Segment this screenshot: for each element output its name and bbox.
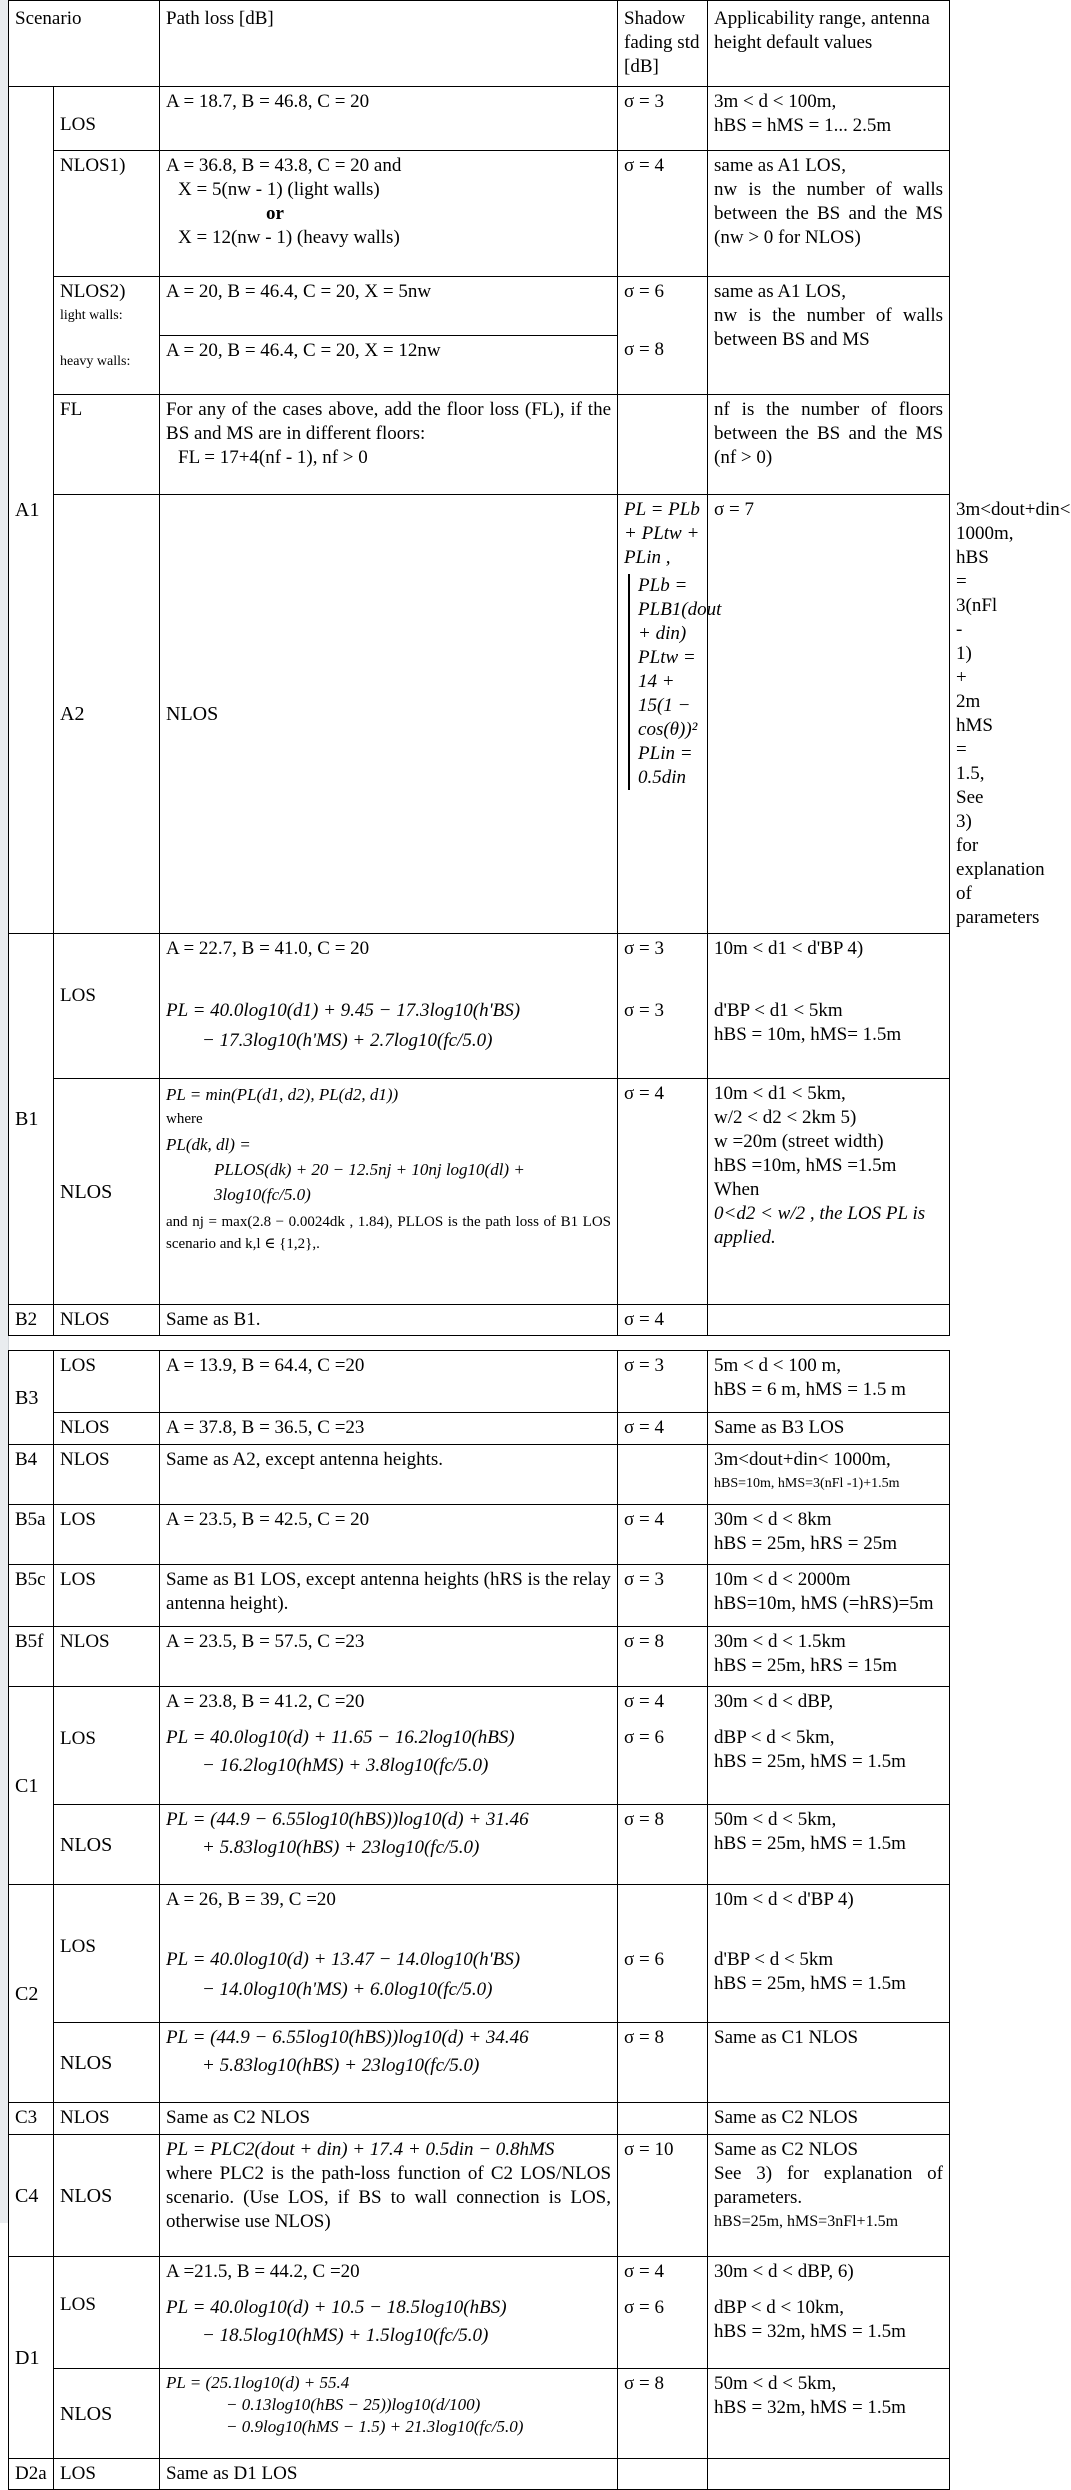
shadow-cell [618, 2459, 708, 2490]
path-loss-cell: A = 13.9, B = 64.4, C =20 [160, 1351, 618, 1413]
applicability-cell: 30m < d < dBP, dBP < d < 5km, hBS = 25m, hMS = 1.5m [708, 1687, 950, 1805]
path-loss-cell: PL = (44.9 − 6.55log10(hBS))log10(d) + 31.46 + 5.83log10(hBS) + 23log10(fc/5.0) [160, 1805, 618, 1885]
scenario-c3: C3 [9, 2103, 54, 2135]
condition-los: LOS [54, 2459, 160, 2490]
applicability-cell: 30m < d < 1.5km hBS = 25m, hRS = 15m [708, 1627, 950, 1687]
applicability-cell [708, 1305, 950, 1336]
table-row [9, 1627, 950, 1687]
shadow-cell [618, 1445, 708, 1505]
table-row: A2 NLOS PL = PLb + PLtw + PLin , PLb = PLB1(dout + din) PLtw = 14 + 15(1 − cos(θ))² PLin = 0.5din σ = 7 3m<dout+din< 1000m, hBS = 3(nFl - 1) + 2m hMS = 1.5, See 3) for explanation of parameters [9, 495, 950, 934]
shadow-cell: σ = 6 σ = 8 [618, 277, 708, 395]
table-row [9, 1885, 950, 2023]
condition-nlos: NLOS [54, 1305, 160, 1336]
applicability-cell: 50m < d < 5km, hBS = 25m, hMS = 1.5m [708, 1805, 950, 1885]
table-row [9, 1079, 950, 1305]
path-loss-cell: A = 23.8, B = 41.2, C =20 PL = 40.0log10(d) + 11.65 − 16.2log10(hBS) − 16.2log10(hMS) + 3.8log10(fc/5.0) [160, 1687, 618, 1805]
path-loss-table [8, 0, 1071, 2490]
path-loss-cell: Same as B1. [160, 1305, 618, 1336]
shadow-cell [618, 395, 708, 495]
table-row [9, 1805, 950, 1885]
scenario-a1: A1 [9, 87, 54, 934]
table-row [9, 151, 950, 277]
applicability-cell: 10m < d < 2000m hBS=10m, hMS (=hRS)=5m [708, 1565, 950, 1627]
scenario-c4: C4 [9, 2135, 54, 2257]
table-row [9, 1305, 950, 1336]
condition-los: LOS [54, 934, 160, 1079]
shadow-cell: σ = 6 [618, 1885, 708, 2023]
header-path-loss: Path loss [dB] [160, 1, 618, 87]
applicability-cell: 10m < d < d'BP 4) d'BP < d < 5km hBS = 25m, hMS = 1.5m [708, 1885, 950, 2023]
applicability-cell [708, 2459, 950, 2490]
condition-nlos: NLOS1) [54, 151, 160, 277]
scenario-c1: C1 [9, 1687, 54, 1885]
table-row [9, 934, 950, 1079]
table-row [9, 1565, 950, 1627]
path-loss-cell: A = 23.5, B = 42.5, C = 20 [160, 1505, 618, 1565]
condition-los: LOS [54, 1885, 160, 2023]
condition-los: LOS [54, 2257, 160, 2369]
condition-nlos: NLOS [54, 2023, 160, 2103]
path-loss-cell: Same as A2, except antenna heights. [160, 1445, 618, 1505]
applicability-cell: 50m < d < 5km, hBS = 32m, hMS = 1.5m [708, 2369, 950, 2459]
shadow-cell: σ = 3 [618, 1351, 708, 1413]
condition-los: LOS [54, 1687, 160, 1805]
shadow-cell: σ = 8 [618, 2023, 708, 2103]
scenario-b1: B1 [9, 934, 54, 1305]
applicability-cell: same as A1 LOS, nw is the number of walls between BS and MS [708, 277, 950, 395]
shadow-cell: σ = 3 [618, 87, 708, 151]
shadow-cell: σ = 3 [618, 1565, 708, 1627]
path-loss-cell: A = 26, B = 39, C =20 PL = 40.0log10(d) + 13.47 − 14.0log10(h'BS) − 14.0log10(h'MS) + 6.0log10(fc/5.0) [160, 1885, 618, 2023]
path-loss-cell: Same as D1 LOS [160, 2459, 618, 2490]
table-row [9, 2369, 950, 2459]
condition-nlos: NLOS [54, 1413, 160, 1445]
scenario-d1: D1 [9, 2257, 54, 2459]
header-shadow-fading: Shadow fading std [dB] [618, 1, 708, 87]
scenario-b3: B3 [9, 1351, 54, 1445]
applicability-cell: 10m < d1 < 5km, w/2 < d2 < 2km 5) w =20m (street width) hBS =10m, hMS =1.5m When 0<d2 < w/2 , the LOS PL is applied. [708, 1079, 950, 1305]
shadow-cell [618, 2103, 708, 2135]
shadow-cell: σ = 4 σ = 6 [618, 1687, 708, 1805]
path-loss-cell: A = 37.8, B = 36.5, C =23 [160, 1413, 618, 1445]
scenario-b5f: B5f [9, 1627, 54, 1687]
condition-nlos: NLOS [54, 2103, 160, 2135]
path-loss-cell: A = 23.5, B = 57.5, C =23 [160, 1627, 618, 1687]
table-section-gap [9, 1336, 950, 1351]
path-loss-cell: PL = (44.9 − 6.55log10(hBS))log10(d) + 34.46 + 5.83log10(hBS) + 23log10(fc/5.0) [160, 2023, 618, 2103]
condition-nlos: NLOS [54, 1805, 160, 1885]
table-row [9, 1687, 950, 1805]
shadow-cell: σ = 8 [618, 1627, 708, 1687]
applicability-cell: 5m < d < 100 m, hBS = 6 m, hMS = 1.5 m [708, 1351, 950, 1413]
table-row [9, 1445, 950, 1505]
shadow-cell: σ = 4 [618, 1079, 708, 1305]
applicability-cell: Same as C1 NLOS [708, 2023, 950, 2103]
applicability-cell: 30m < d < 8km hBS = 25m, hRS = 25m [708, 1505, 950, 1565]
table-row [9, 2135, 950, 2257]
scenario-d2a: D2a [9, 2459, 54, 2490]
path-loss-cell: PL = min(PL(d1, d2), PL(d2, d1)) where PL(dk, dl) = PLLOS(dk) + 20 − 12.5nj + 10nj log10(dl) + 3log10(fc/5.0) and nj = max(2.8 − 0.0024dk , 1.84), PLLOS is the path loss of B1 LOS scenario and k,l ∈ {1,2},. [160, 1079, 618, 1305]
shadow-cell: σ = 4 [618, 151, 708, 277]
path-loss-cell: PL = PLb + PLtw + PLin , PLb = PLB1(dout + din) PLtw = 14 + 15(1 − cos(θ))² PLin = 0.5din [618, 495, 708, 934]
table-header-row [9, 1, 950, 87]
applicability-cell: Same as C2 NLOS See 3) for explanation of parameters. hBS=25m, hMS=3nFl+1.5m [708, 2135, 950, 2257]
scenario-a2: A2 [54, 495, 160, 934]
applicability-cell: 10m < d1 < d'BP 4) d'BP < d1 < 5km hBS = 10m, hMS= 1.5m [708, 934, 950, 1079]
applicability-cell: 30m < d < dBP, 6) dBP < d < 10km, hBS = 32m, hMS = 1.5m [708, 2257, 950, 2369]
header-applicability: Applicability range, antenna height default values [708, 1, 950, 87]
shadow-cell: σ = 7 [708, 495, 950, 934]
path-loss-cell: A = 36.8, B = 43.8, C = 20 and X = 5(nw - 1) (light walls) or X = 12(nw - 1) (heavy walls) [160, 151, 618, 277]
table-row [9, 2257, 950, 2369]
path-loss-cell: A = 22.7, B = 41.0, C = 20 PL = 40.0log10(d1) + 9.45 − 17.3log10(h'BS) − 17.3log10(h'MS) + 2.7log10(fc/5.0) [160, 934, 618, 1079]
scenario-b4: B4 [9, 1445, 54, 1505]
path-loss-cell: PL = PLC2(dout + din) + 17.4 + 0.5din − 0.8hMS where PLC2 is the path-loss function of C2 LOS/NLOS scenario. (Use LOS, if BS to wall connection is LOS, otherwise use NLOS) [160, 2135, 618, 2257]
table-row [9, 2023, 950, 2103]
applicability-cell: 3m < d < 100m, hBS = hMS = 1... 2.5m [708, 87, 950, 151]
scenario-b5a: B5a [9, 1505, 54, 1565]
condition-los: LOS [54, 1565, 160, 1627]
table-row [9, 1413, 950, 1445]
shadow-cell: σ = 4 [618, 1413, 708, 1445]
condition-nlos: NLOS [160, 495, 618, 934]
condition-los: LOS [54, 87, 160, 151]
condition-los: LOS [54, 1351, 160, 1413]
table-row [9, 2459, 950, 2490]
table-row [9, 395, 950, 495]
condition-nlos: NLOS [54, 1079, 160, 1305]
scenario-b2: B2 [9, 1305, 54, 1336]
header-scenario: Scenario [9, 1, 160, 87]
table-row [9, 277, 950, 395]
shadow-cell: σ = 4 [618, 1305, 708, 1336]
scenario-b5c: B5c [9, 1565, 54, 1627]
applicability-cell: nf is the number of floors between the BS and the MS (nf > 0) [708, 395, 950, 495]
path-loss-cell: A = 18.7, B = 46.8, C = 20 [160, 87, 618, 151]
scenario-c2: C2 [9, 1885, 54, 2103]
condition-nlos: NLOS [54, 1627, 160, 1687]
condition-nlos: NLOS [54, 2135, 160, 2257]
path-loss-cell: A = 20, B = 46.4, C = 20, X = 5nw A = 20, B = 46.4, C = 20, X = 12nw [160, 277, 618, 395]
shadow-cell: σ = 8 [618, 1805, 708, 1885]
table-row [9, 1505, 950, 1565]
condition-nlos: NLOS [54, 2369, 160, 2459]
applicability-cell: same as A1 LOS, nw is the number of walls between the BS and the MS (nw > 0 for NLOS) [708, 151, 950, 277]
shadow-cell: σ = 8 [618, 2369, 708, 2459]
condition-los: LOS [54, 1505, 160, 1565]
path-loss-cell: PL = (25.1log10(d) + 55.4 − 0.13log10(hBS − 25))log10(d/100) − 0.9log10(hMS − 1.5) + 21.3log10(fc/5.0) [160, 2369, 618, 2459]
applicability-cell: 3m<dout+din< 1000m, hBS=10m, hMS=3(nFl -1)+1.5m [708, 1445, 950, 1505]
condition-nlos: NLOS [54, 1445, 160, 1505]
condition-fl: FL [54, 395, 160, 495]
shadow-cell: σ = 10 [618, 2135, 708, 2257]
path-loss-cell: Same as C2 NLOS [160, 2103, 618, 2135]
shadow-cell: σ = 4 σ = 6 [618, 2257, 708, 2369]
applicability-cell: Same as B3 LOS [708, 1413, 950, 1445]
path-loss-cell: For any of the cases above, add the floor loss (FL), if the BS and MS are in different floors: FL = 17+4(nf - 1), nf > 0 [160, 395, 618, 495]
table-row [9, 2103, 950, 2135]
table-row [9, 87, 950, 151]
shadow-cell: σ = 3 σ = 3 [618, 934, 708, 1079]
shadow-cell: σ = 4 [618, 1505, 708, 1565]
path-loss-cell: A =21.5, B = 44.2, C =20 PL = 40.0log10(d) + 10.5 − 18.5log10(hBS) − 18.5log10(hMS) + 1.5log10(fc/5.0) [160, 2257, 618, 2369]
condition-nlos2: NLOS2) light walls: heavy walls: [54, 277, 160, 395]
table-row [9, 1351, 950, 1413]
path-loss-cell: Same as B1 LOS, except antenna heights (hRS is the relay antenna height). [160, 1565, 618, 1627]
applicability-cell: Same as C2 NLOS [708, 2103, 950, 2135]
